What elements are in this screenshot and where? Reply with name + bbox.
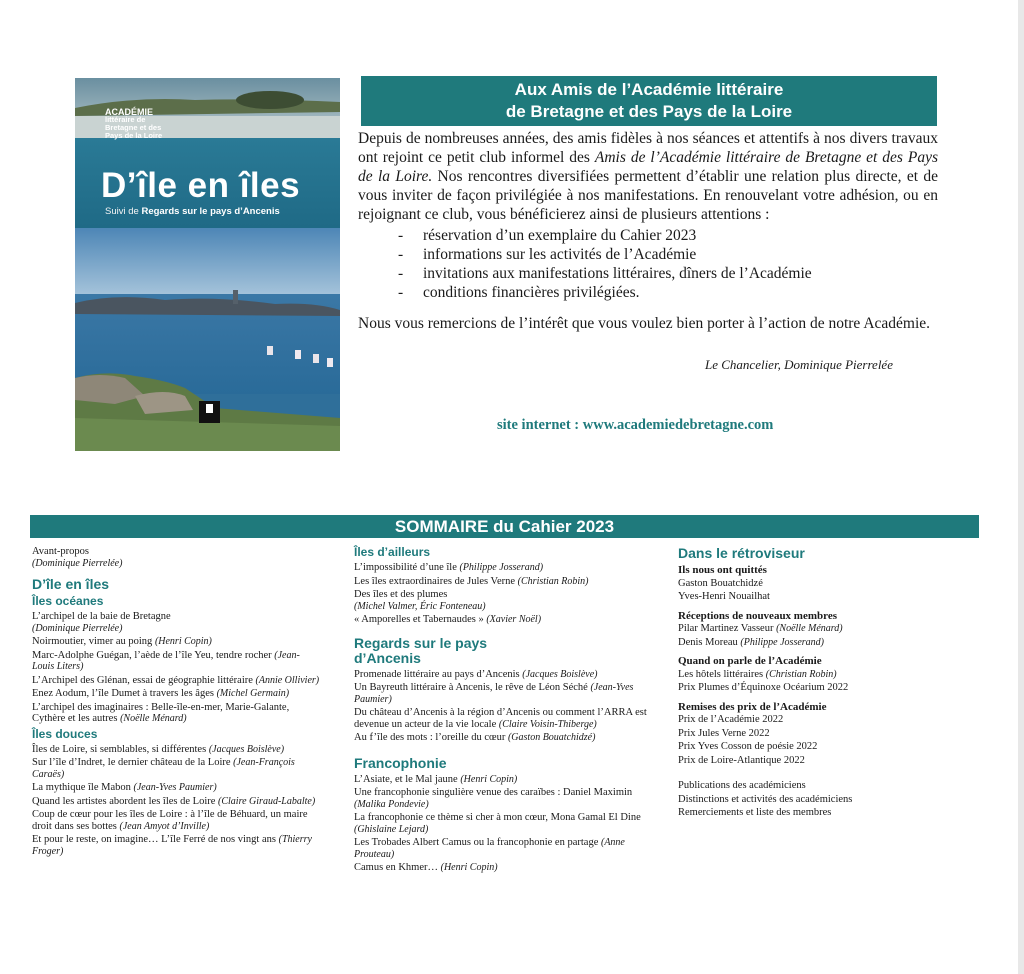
subsection-heading: Îles océanes [32, 594, 104, 608]
entry-author: (Christian Robin) [517, 575, 589, 587]
list-item: Prix Yves Cosson de poésie 2022 [678, 741, 818, 752]
list-item [678, 682, 918, 694]
list-item [32, 782, 322, 794]
entry-author: (Philippe Josserand) [459, 562, 544, 573]
list-item [354, 732, 652, 744]
entry-author: (Jean-Louis Liters) [32, 649, 300, 672]
list-item: Publications des académiciens [678, 780, 806, 791]
section-heading: D’île en îles [32, 576, 110, 592]
cover-subtitle [105, 206, 280, 217]
entry-author: (Malika Pondevie) [354, 798, 429, 810]
entry-author: (Christian Robin) [765, 668, 837, 680]
entry-title: Promenade littéraire au pays d’Ancenis [354, 668, 523, 680]
entry-author: (Xavier Noël) [486, 614, 542, 625]
list-item [354, 669, 652, 681]
amis-intro [358, 129, 938, 333]
entry-title: Du château d’Ancenis à la région d’Ancenis ou comment l’ARRA est devenue un acteur de la vie locale [354, 707, 647, 730]
entry-author: (Jean Amyot d’Inville) [119, 820, 210, 832]
list-item [32, 702, 322, 725]
list-item: Distinctions et activités des académiciens [678, 793, 853, 805]
list-item: Prix de l’Académie 2022 [678, 714, 784, 725]
entry-title: Avant-propos [32, 546, 89, 557]
entry-author: (Henri Copin) [440, 862, 498, 873]
entry-title: L’Archipel des Glénan, essai de géographie littéraire [32, 674, 256, 686]
list-item [678, 637, 918, 649]
entry-author: (Henri Copin) [154, 636, 212, 647]
amis-club-name: Amis de l’Académie littéraire de Bretagne et des Pays de la Loire. [358, 149, 938, 185]
entry-title: Sur l’île d’Indret, le dernier château de la Loire [32, 757, 234, 768]
entry-author: (Noëlle Ménard) [776, 623, 843, 634]
list-item [354, 837, 652, 860]
list-item [32, 834, 322, 857]
entry-title: Îles de Loire, si semblables, si différentes [32, 743, 209, 755]
subsection-heading: Remises des prix de l’Académie [678, 700, 827, 713]
entry-author: (Henri Copin) [460, 773, 518, 785]
amis-banner-line: de Bretagne et des Pays de la Loire [505, 102, 793, 121]
sommaire-column-2 [354, 546, 652, 876]
subsection-heading: Îles d’ailleurs [354, 545, 431, 559]
amis-benefits-list [358, 226, 938, 302]
cover-logo [199, 401, 220, 423]
entry-title: Un Bayreuth littéraire à Ancenis, le rêve de Léon Séché [354, 682, 591, 693]
page-edge [1018, 0, 1024, 974]
entry-title: Et pour le reste, on imagine… L’île Ferré de nos vingt ans [32, 834, 279, 845]
entry-title: Coup de cœur pour les îles de Loire : à l’île de Béhuard, un maire droit dans ses bottes [32, 809, 308, 832]
list-item [678, 623, 918, 635]
section-heading-line: d’Ancenis [354, 649, 421, 666]
book-cover-image [75, 78, 340, 451]
list-item [354, 707, 652, 730]
entry-title: Les Trobades Albert Camus ou la francophonie en partage [354, 837, 601, 848]
entry-title: Pilar Martinez Vasseur [678, 623, 777, 634]
list-item: - réservation d’un exemplaire du Cahier 2023 [398, 226, 938, 245]
amis-thanks: Nous vous remercions de l’intérêt que vous voulez bien porter à l’action de notre Académie. [358, 315, 931, 332]
entry-title: Denis Moreau [678, 636, 741, 648]
cover-publisher-line: littéraire de [105, 115, 146, 124]
amis-banner-line: Aux Amis de l’Académie littéraire [514, 80, 784, 99]
list-item [32, 809, 322, 832]
section-heading [354, 636, 652, 666]
entry-title: Camus en Khmer… [354, 862, 441, 873]
entry-title: L’archipel des imaginaires : Belle-île-en-mer, Marie-Galante, Cythère et les autres [32, 701, 290, 724]
sommaire-column-1 [32, 546, 322, 859]
entry-title: Des îles et des plumes [354, 589, 448, 600]
list-item: Remerciements et liste des membres [678, 807, 832, 818]
entry-author: (Michel Germain) [216, 688, 290, 699]
entry-title: La francophonie ce thème si cher à mon cœur, Mona Gamal El Dine [354, 812, 641, 823]
list-item: Prix de Loire-Atlantique 2022 [678, 754, 805, 766]
cover-publisher [105, 108, 162, 140]
list-item [32, 688, 322, 700]
list-item [32, 796, 322, 808]
list-item [32, 611, 322, 634]
list-item [678, 669, 918, 681]
list-item [354, 576, 652, 588]
cover-publisher-line: ACADÉMIE [105, 107, 154, 117]
list-item [32, 744, 322, 756]
entry-author: (Jacques Boislève) [208, 743, 285, 755]
entry-author: (Jacques Boislève) [522, 668, 598, 680]
website-link[interactable]: site internet : www.academiedebretagne.com [497, 417, 774, 433]
entry-author: (Michel Valmer, Éric Fonteneau) [354, 600, 486, 612]
entry-author: (Claire Giraud-Labalte) [218, 795, 316, 807]
entry-author: (Claire Voisin-Thiberge) [498, 718, 597, 730]
entry-title: Les hôtels littéraires [678, 668, 766, 680]
list-item: - conditions financières privilégiées. [398, 283, 938, 302]
list-item: - invitations aux manifestations littéraires, dîners de l’Académie [398, 264, 938, 283]
entry-title: Prix Plumes d’Équinoxe Océarium 2022 [678, 682, 849, 693]
subsection-heading: Îles douces [32, 726, 98, 741]
entry-title: Marc-Adolphe Guégan, l’aède de l’île Yeu, tendre rocher [32, 649, 275, 661]
entry-title: La mythique île Mabon [32, 782, 134, 793]
entry-title: L’archipel de la baie de Bretagne [32, 611, 171, 622]
subsection-heading: Quand on parle de l’Académie [678, 655, 822, 667]
entry-title: Une francophonie singulière venue des caraïbes : Daniel Maximin [354, 787, 633, 798]
subsection-heading: Ils nous ont quittés [678, 564, 767, 576]
cover-publisher-line: Pays de la Loire [105, 131, 163, 140]
amis-text: Nos rencontres diversifiées permettent d’établir une relation plus directe, et de vous inviter de façon privilégiée à nos manifestations. En renouvelant votre adhésion, ou en rejoignant ce club, vous bénéficierez ainsi de plusieurs attentions : [358, 168, 938, 223]
sommaire-banner: SOMMAIRE du Cahier 2023 [30, 515, 979, 538]
entry-author: (Dominique Pierrelée) [32, 622, 123, 634]
list-item [32, 650, 322, 673]
list-item [32, 546, 322, 569]
section-heading: Dans le rétroviseur [678, 545, 805, 561]
entry-author: (Anne Prouteau) [354, 837, 625, 860]
list-item [354, 862, 652, 874]
subsection-heading: Réceptions de nouveaux membres [678, 609, 837, 622]
entry-author: (Thierry Froger) [32, 834, 312, 857]
section-heading-line: Regards sur le pays [354, 634, 488, 651]
entry-title: « Amporelles et Tabernaudes » [354, 614, 487, 625]
amis-paragraph [358, 129, 938, 224]
cover-subtitle-prefix: Suivi de [105, 206, 139, 217]
entry-title: L’impossibilité d’une île [354, 562, 460, 573]
entry-title: Noirmoutier, vimer au poing [32, 636, 155, 647]
cover-title: D’île en îles [101, 166, 301, 205]
entry-author: (Philippe Josserand) [740, 636, 824, 648]
list-item [354, 774, 652, 786]
entry-title: Au f’île des mots : l’oreille du cœur [354, 732, 508, 743]
entry-author: (Jean-Yves Paumier) [133, 782, 217, 793]
cover-publisher-line: Bretagne et des [105, 123, 162, 132]
section-heading: Francophonie [354, 754, 447, 771]
list-item [354, 787, 652, 810]
entry-title: Les îles extraordinaires de Jules Verne [354, 575, 518, 587]
list-item: Gaston Bouatchidzé [678, 577, 763, 589]
signature: Le Chancelier, Dominique Pierrelée [705, 357, 893, 372]
list-item [354, 682, 652, 705]
entry-title: Quand les artistes abordent les îles de Loire [32, 795, 219, 807]
entry-author: (Gaston Bouatchidzé) [507, 732, 596, 743]
entry-author: (Annie Ollivier) [255, 674, 320, 686]
entry-author: (Noëlle Ménard) [120, 713, 187, 724]
entry-title: Enez Aodum, l’île Dumet à travers les âges [32, 688, 217, 699]
entry-author: (Ghislaine Lejard) [354, 823, 429, 835]
list-item [354, 812, 652, 835]
amis-text: Depuis de nombreuses années, des amis fidèles à nos séances et attentifs à nos divers travaux ont rejoint ce petit club informel des [358, 130, 938, 166]
cover-subtitle-bold: Regards sur le pays d’Ancenis [141, 206, 280, 217]
list-item: Yves-Henri Nouailhat [678, 591, 770, 602]
entry-author: (Jean-François Caraës) [32, 757, 295, 780]
list-item: - informations sur les activités de l’Académie [398, 245, 938, 264]
entry-author: (Dominique Pierrelée) [32, 557, 123, 569]
sommaire-column-3 [678, 546, 918, 821]
list-item: Prix Jules Verne 2022 [678, 727, 770, 739]
list-item [354, 562, 652, 574]
list-item [32, 636, 322, 648]
entry-author: (Jean-Yves Paumier) [354, 682, 634, 705]
entry-title: L’Asiate, et le Mal jaune [354, 773, 461, 785]
list-item [354, 589, 652, 612]
list-item [354, 614, 652, 626]
list-item [32, 757, 322, 780]
amis-banner [361, 76, 937, 126]
list-item [32, 675, 322, 687]
